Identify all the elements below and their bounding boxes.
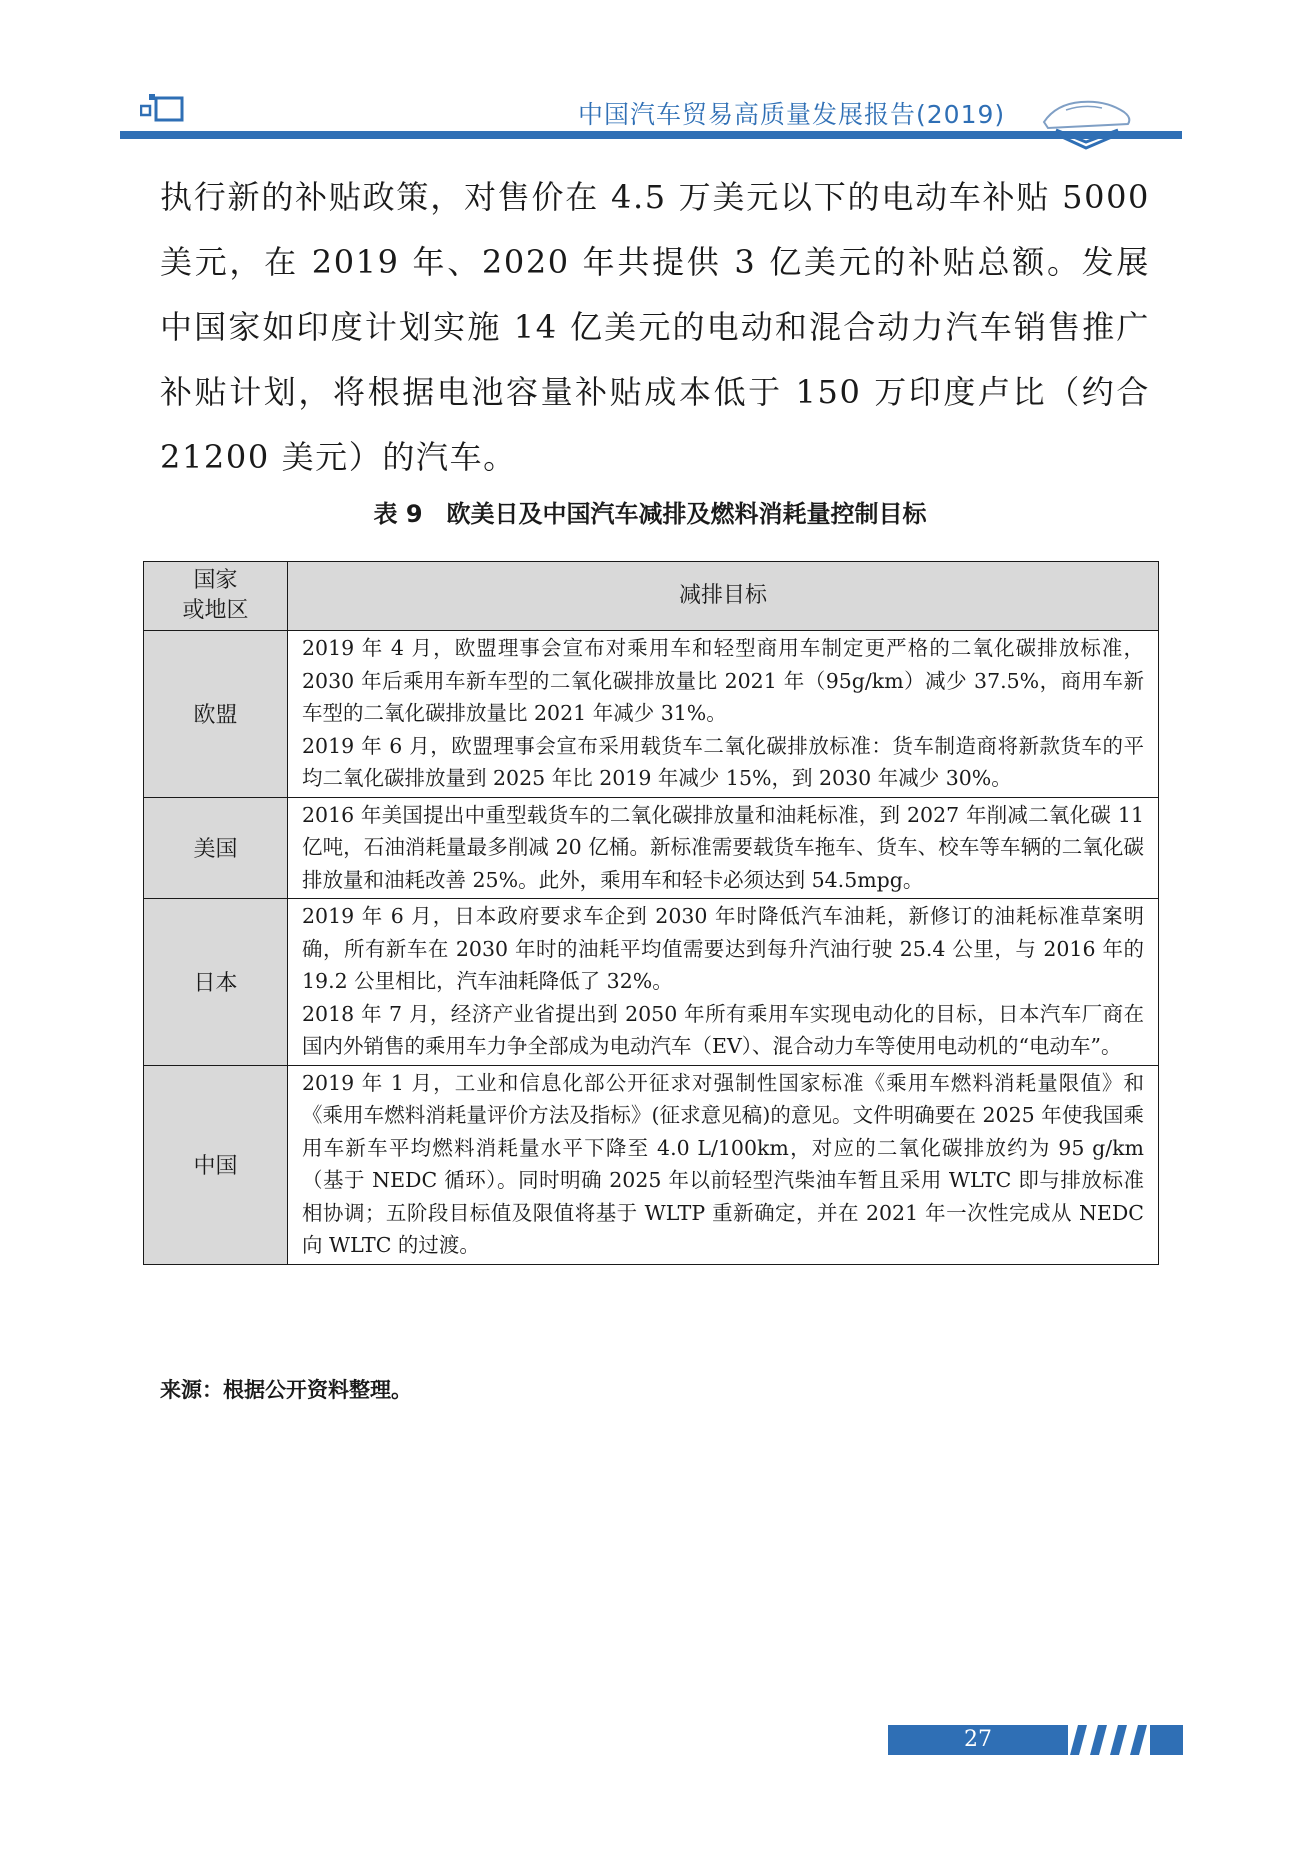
body-paragraph: 执行新的补贴政策，对售价在 4.5 万美元以下的电动车补贴 5000 美元，在 2019 年、2020 年共提供 3 亿美元的补贴总额。发展中国家如印度计划实施 14 亿美元的电动和混合动力汽车销售推广补贴计划，将根据电池容量补贴成本低于 150 万印度卢比（约合 21200 美元）的汽车。: [160, 178, 1150, 476]
table-header-row: [144, 562, 1159, 631]
table-row: [144, 899, 1159, 1066]
page-header: [0, 0, 1300, 175]
report-title: 中国汽车贸易高质量发展报告(2019): [578, 100, 1006, 129]
table-source-note: 来源：根据公开资料整理。: [160, 1378, 412, 1402]
column-header-target: 减排目标: [288, 562, 1159, 631]
target-cell: [288, 899, 1159, 1066]
table-row: [144, 631, 1159, 798]
stripes-decoration-icon: [1068, 1725, 1183, 1755]
table-row: [144, 1065, 1159, 1264]
target-paragraph: 2016 年美国提出中重型载货车的二氧化碳排放量和油耗标准，到 2027 年削减二氧化碳 11 亿吨，石油消耗量最多削减 20 亿桶。新标准需要载货车拖车、货车、校车等车辆的二氧化碳排放量和油耗改善 25%。此外，乘用车和轻卡必须达到 54.5mpg。: [302, 802, 1144, 892]
emission-table: [143, 561, 1159, 1265]
country-cell: 美国: [144, 797, 288, 899]
country-cell: 欧盟: [144, 631, 288, 798]
target-paragraph: 2019 年 6 月，日本政府要求车企到 2030 年时降低汽车油耗，新修订的油耗标准草案明确，所有新车在 2030 年时的油耗平均值需要达到每升汽油行驶 25.4 公里，与 2016 年的 19.2 公里相比，汽车油耗降低了 32%。: [302, 904, 1144, 993]
page-number: 27: [964, 1727, 992, 1752]
target-paragraph: 2019 年 1 月，工业和信息化部公开征求对强制性国家标准《乘用车燃料消耗量限值》和《乘用车燃料消耗量评价方法及指标》(征求意见稿)的意见。文件明确要在 2025 年使我国乘用车新车平均燃料消耗量水平下降至 4.0 L/100km，对应的二氧化碳排放约为 95 g/km（基于 NEDC 循环）。同时明确 2025 年以前轻型汽柴油车暂且采用 WLTC 即与排放标准相协调；五阶段目标值及限值将基于 WLTP 重新确定，并在 2021 年一次性完成从 NEDC 向 WLTC 的过渡。: [302, 1070, 1144, 1257]
target-cell: [288, 631, 1159, 798]
squares-logo-icon: [140, 92, 188, 126]
table-row: [144, 797, 1159, 899]
column-header-country: 国家 或地区: [144, 562, 288, 631]
target-paragraph: 2019 年 4 月，欧盟理事会宣布对乘用车和轻型商用车制定更严格的二氧化碳排放标准，2030 年后乘用车新车型的二氧化碳排放量比 2021 年（95g/km）减少 37.5%，商用车新车型的二氧化碳排放量比 2021 年减少 31%。: [302, 636, 1144, 725]
target-paragraph: 2019 年 6 月，欧盟理事会宣布采用载货车二氧化碳排放标准：货车制造商将新款货车的平均二氧化碳排放量到 2025 年比 2019 年减少 15%，到 2030 年减少 30%。: [302, 733, 1144, 790]
table-title: 表 9 欧美日及中国汽车减排及燃料消耗量控制目标: [373, 500, 927, 528]
target-cell: [288, 797, 1159, 899]
car-emblem-icon: [1036, 82, 1136, 152]
country-cell: 日本: [144, 899, 288, 1066]
country-cell: 中国: [144, 1065, 288, 1264]
target-cell: [288, 1065, 1159, 1264]
header-rule: [120, 131, 1182, 139]
target-paragraph: 2018 年 7 月，经济产业省提出到 2050 年所有乘用车实现电动化的目标，日本汽车厂商在国内外销售的乘用车力争全部成为电动汽车（EV）、混合动力车等使用电动机的“电动车”。: [302, 1001, 1144, 1058]
